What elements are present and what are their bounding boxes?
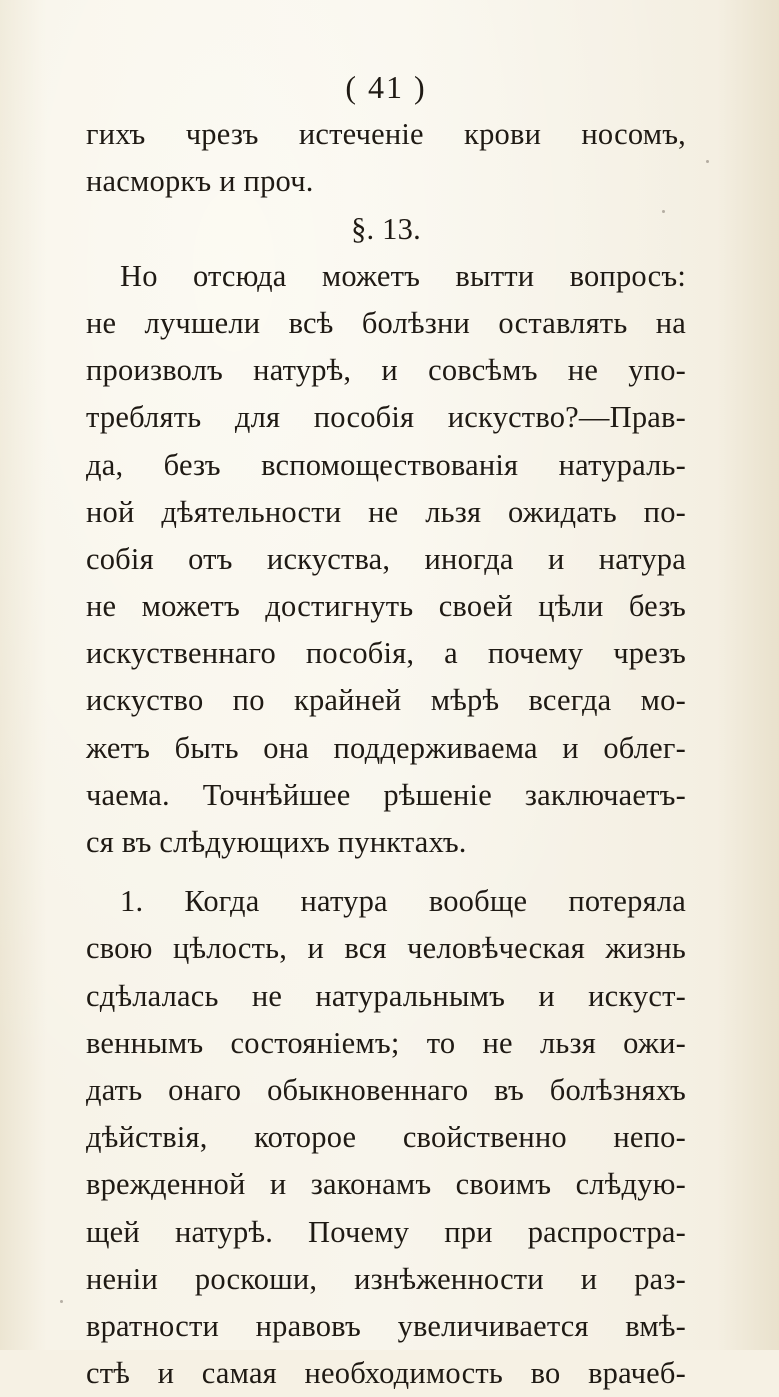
text-line: 1. Когда натура вообще потеряла (120, 884, 686, 919)
text-line: не можетъ достигнуть своей цѣли безъ (86, 589, 686, 624)
paper-speck (60, 1300, 63, 1303)
paper-speck (706, 160, 709, 163)
text-line: не лучшели всѣ болѣзни оставлять на (86, 305, 686, 340)
text-line: жетъ быть она поддерживаема и облег- (86, 730, 686, 765)
text-line: стѣ и самая необходимость во врачеб- (86, 1356, 686, 1391)
text-line: врежденной и законамъ своимъ слѣдую- (86, 1167, 686, 1202)
text-line: вратности нравовъ увеличивается вмѣ- (86, 1308, 686, 1343)
text-line: дѣйствія, которое свойственно непо- (86, 1120, 686, 1155)
text-line: ной дѣятельности не льзя ожидать по- (86, 494, 686, 529)
text-line: свою цѣлость, и вся человѣческая жизнь (86, 931, 686, 966)
page-number: ( 41 ) (345, 69, 427, 105)
paragraph-gap (86, 866, 686, 878)
text-line: треблять для пособія искуство?—Прав- (86, 400, 686, 435)
text-line: Но отсюда можетъ вытти вопросъ: (120, 258, 686, 293)
text-line: дать онаго обыкновеннаго въ болѣзняхъ (86, 1072, 686, 1107)
text-line: веннымъ состояніемъ; то не льзя ожи- (86, 1025, 686, 1060)
text-line: искуство по крайней мѣрѣ всегда мо- (86, 683, 686, 718)
text-line: сдѣлалась не натуральнымъ и искуст- (86, 978, 686, 1013)
text-line: насморкъ и проч. (86, 164, 314, 199)
page-text (86, 64, 686, 1397)
text-line: ся въ слѣдующихъ пунктахъ. (86, 825, 467, 859)
text-line: неніи роскоши, изнѣженности и раз- (86, 1261, 686, 1296)
text-line: гихъ чрезъ истеченіе крови носомъ, (86, 117, 686, 152)
section-heading: §. 13. (351, 211, 421, 246)
text-line: собія отъ искуства, иногда и натура (86, 541, 686, 576)
text-line: чаема. Точнѣйшее рѣшеніе заключаетъ- (86, 777, 686, 812)
text-line: да, безъ вспомоществованія натураль- (86, 447, 686, 482)
text-line: искуственнаго пособія, а почему чрезъ (86, 636, 686, 671)
text-line: щей натурѣ. Почему при распростра- (86, 1214, 686, 1249)
text-line: произволъ натурѣ, и совсѣмъ не упо- (86, 353, 686, 388)
